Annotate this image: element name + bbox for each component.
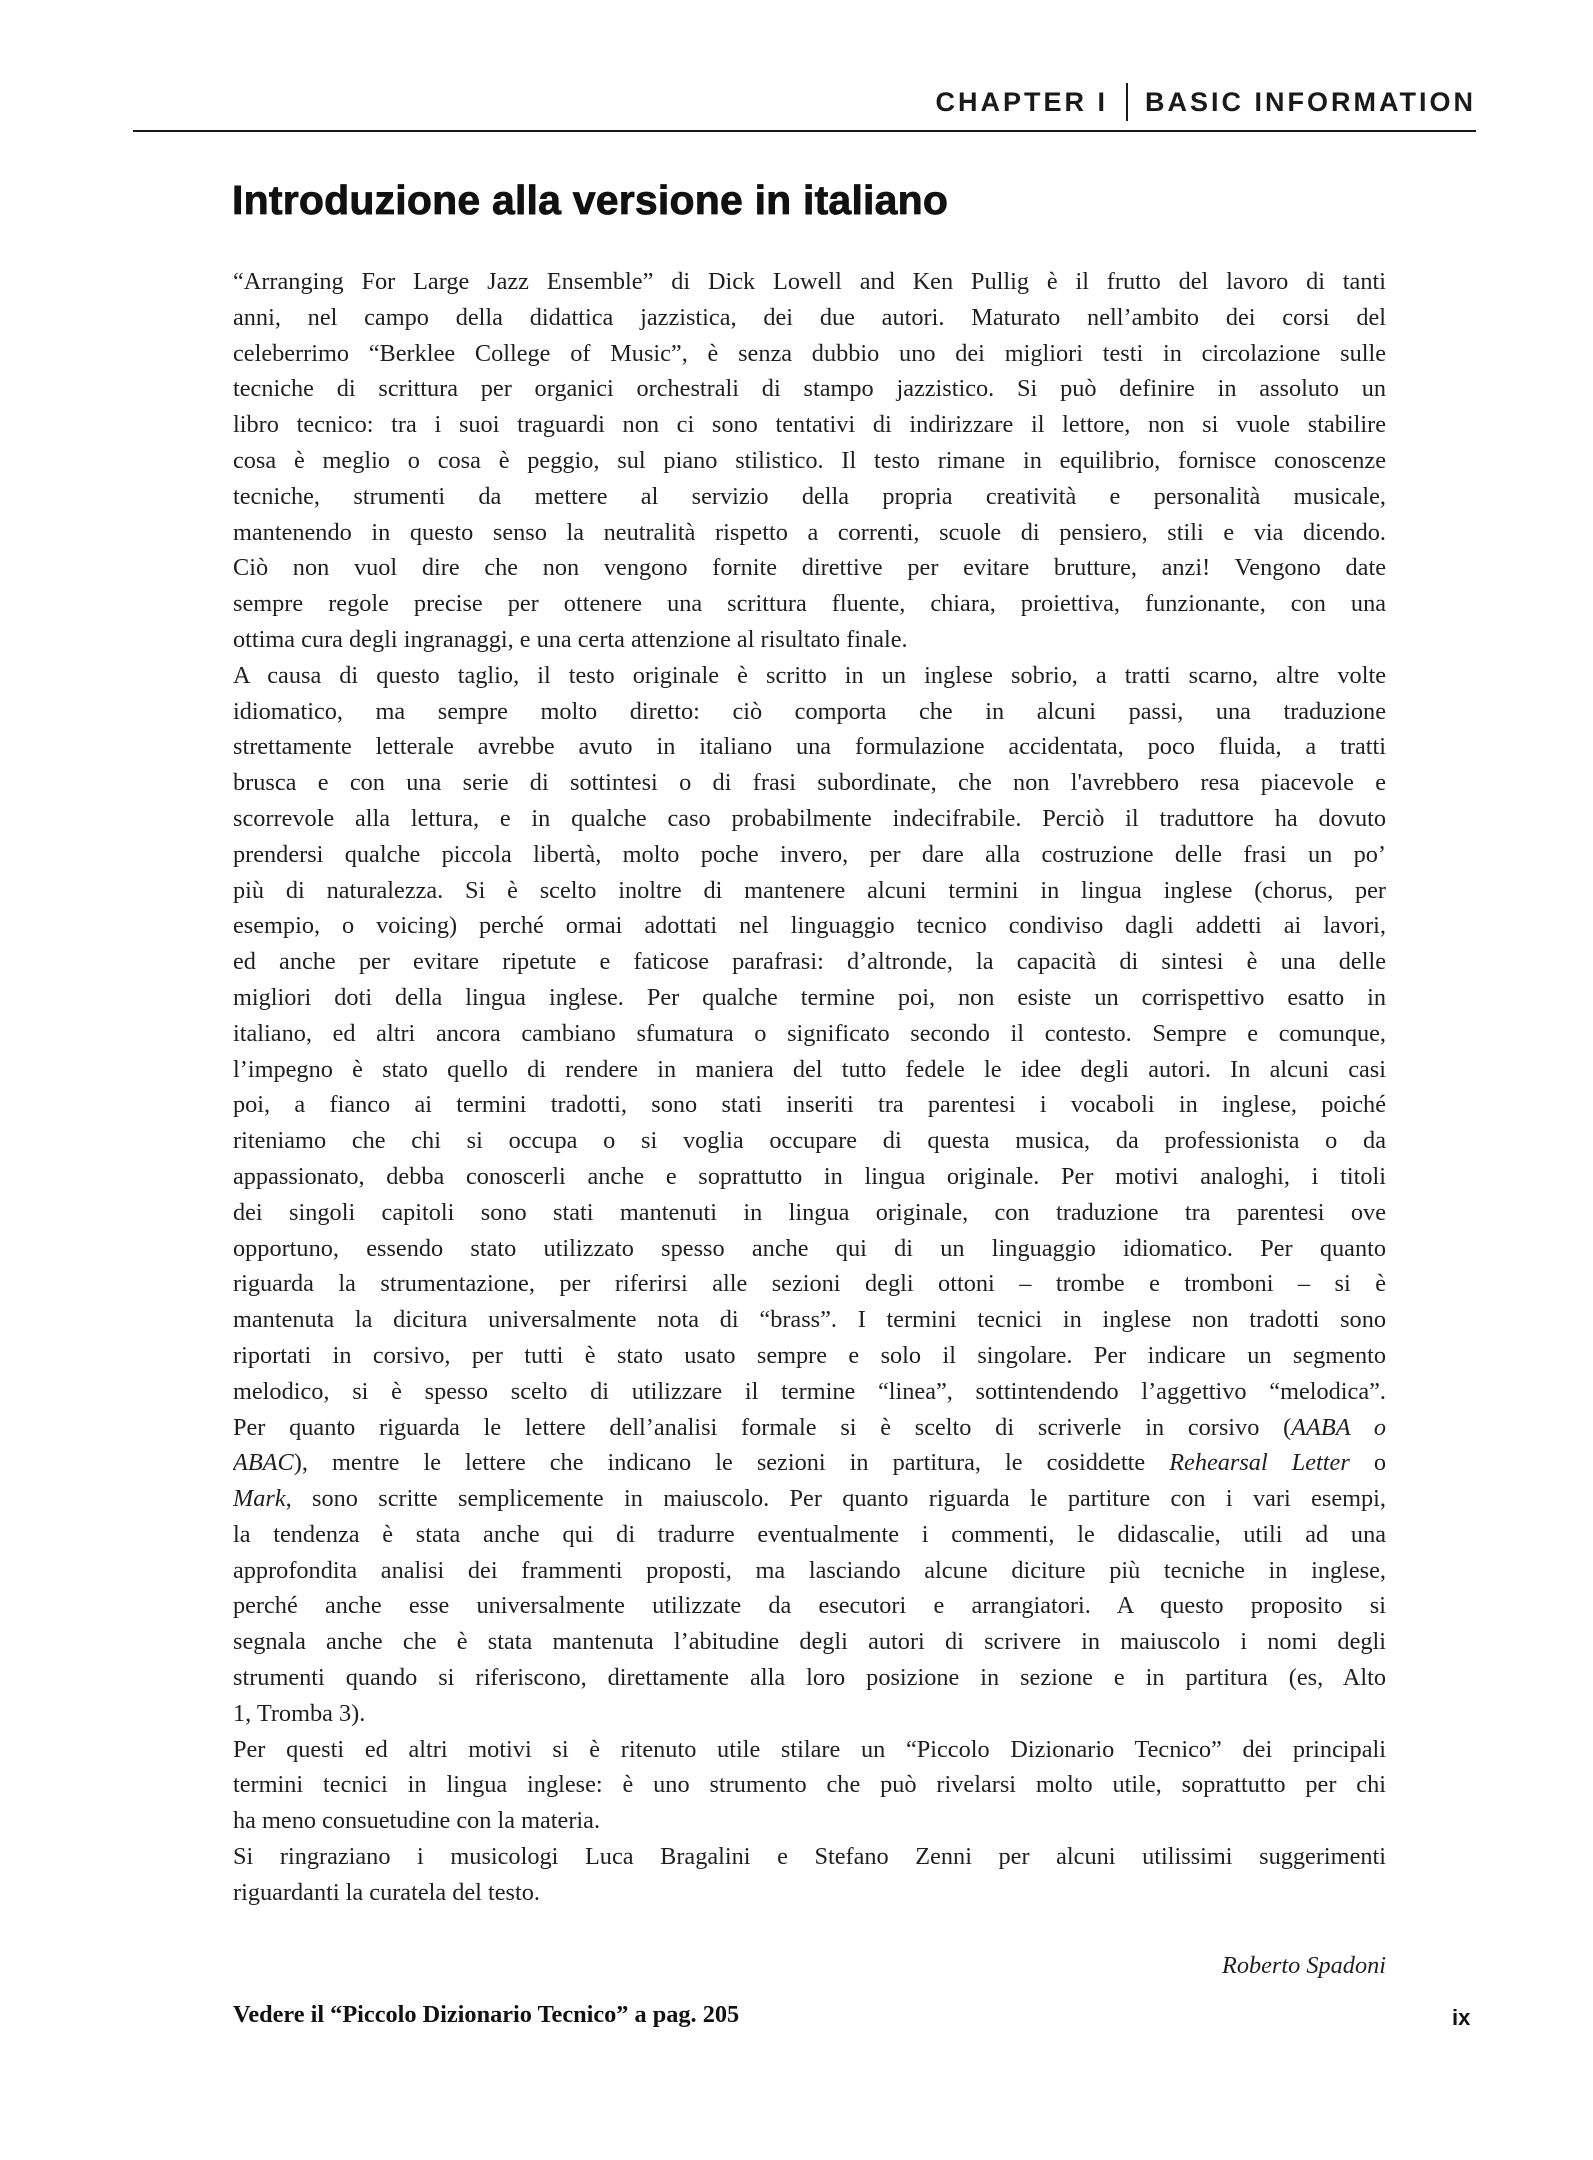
body-line: tecniche di scrittura per organici orchestrali di stampo jazzistico. Si può definire in assoluto un [233, 375, 1386, 403]
body-line: tecniche, strumenti da mettere al servizio della propria creatività e personalità musicale, [233, 482, 1386, 510]
body-line-text: ), mentre le lettere che indicano le sezioni in partitura, le cosiddette [293, 1449, 1170, 1477]
page-title: Introduzione alla versione in italiano [232, 177, 949, 223]
body-line: celeberrimo “Berklee College of Music”, è senza dubbio uno dei migliori testi in circolazione sulle [233, 339, 1386, 367]
body-line: Per questi ed altri motivi si è ritenuto utile stilare un “Piccolo Dizionario Tecnico” dei principali [233, 1735, 1386, 1763]
body-line: strettamente letterale avrebbe avuto in italiano una formulazione accidentata, poco fluida, a tratti [233, 733, 1386, 761]
body-line-text: , sono scritte semplicemente in maiuscolo. Per quanto riguarda le partiture con i vari esempi, [285, 1485, 1386, 1513]
body-line: Ciò non vuol dire che non vengono fornite direttive per evitare brutture, anzi! Vengono date [233, 554, 1386, 582]
body-line: cosa è meglio o cosa è peggio, sul piano stilistico. Il testo rimane in equilibrio, fornisce conoscenze [233, 446, 1386, 474]
body-line: opportuno, essendo stato utilizzato spesso anche qui di un linguaggio idiomatico. Per quanto [233, 1234, 1386, 1262]
body-line-text: o [1349, 1449, 1386, 1477]
section-label: BASIC INFORMATION [1145, 86, 1476, 117]
italic-term: AABA o [1291, 1413, 1386, 1441]
body-line: dei singoli capitoli sono stati mantenuti in lingua originale, con traduzione tra parentesi ove [233, 1198, 1386, 1226]
italic-term: Mark [233, 1485, 286, 1513]
body-line: libro tecnico: tra i suoi traguardi non ci sono tentativi di indirizzare il lettore, non si vuole stabilire [233, 411, 1386, 439]
body-line: A causa di questo taglio, il testo originale è scritto in un inglese sobrio, a tratti scarno, altre volte [233, 661, 1386, 689]
body-line: approfondita analisi dei frammenti proposti, ma lasciando alcune diciture più tecniche in inglese, [233, 1556, 1386, 1584]
body-line: anni, nel campo della didattica jazzistica, dei due autori. Maturato nell’ambito dei corsi del [233, 303, 1386, 331]
body-line: mantenendo in questo senso la neutralità rispetto a correnti, scuole di pensiero, stili e via dicendo. [233, 518, 1386, 546]
body-line: migliori doti della lingua inglese. Per qualche termine poi, non esiste un corrispettivo esatto in [233, 983, 1386, 1011]
body-line [233, 1481, 1386, 1517]
body-line: ottima cura degli ingranaggi, e una certa attenzione al risultato finale. [233, 625, 908, 653]
body-line: poi, a fianco ai termini tradotti, sono stati inseriti tra parentesi i vocaboli in inglese, poiché [233, 1091, 1386, 1119]
body-line-text: Per quanto riguarda le lettere dell’analisi formale si è scelto di scriverle in corsivo ( [233, 1413, 1292, 1441]
body-line: Si ringraziano i musicologi Luca Bragalini e Stefano Zenni per alcuni utilissimi suggerimenti [233, 1843, 1386, 1871]
body-line: “Arranging For Large Jazz Ensemble” di Dick Lowell and Ken Pullig è il frutto del lavoro di tanti [233, 268, 1386, 295]
body-line: scorrevole alla lettura, e in qualche caso probabilmente indecifrabile. Perciò il traduttore ha dovuto [233, 804, 1386, 832]
body-line: segnala anche che è stata mantenuta l’abitudine degli autori di scrivere in maiuscolo i nomi degli [233, 1628, 1386, 1656]
page-number: ix [1452, 2005, 1471, 2030]
body-line: melodico, si è spesso scelto di utilizzare il termine “linea”, sottintendendo l’aggettivo “melodica”. [233, 1377, 1386, 1405]
body-line [233, 1445, 1386, 1481]
body-line: prendersi qualche piccola libertà, molto poche invero, per dare alla costruzione delle frasi un po’ [233, 840, 1386, 868]
body-line [233, 1410, 1386, 1446]
body-line: 1, Tromba 3). [233, 1699, 366, 1727]
body-text [233, 264, 1386, 1911]
body-line: ha meno consuetudine con la materia. [233, 1807, 601, 1835]
body-line: termini tecnici in lingua inglese: è uno strumento che può rivelarsi molto utile, soprattutto per chi [233, 1771, 1386, 1799]
body-line: brusca e con una serie di sottintesi o di frasi subordinate, che non l'avrebbero resa piacevole e [233, 769, 1386, 797]
body-line: riguardanti la curatela del testo. [233, 1878, 540, 1906]
body-line: italiano, ed altri ancora cambiano sfumatura o significato secondo il contesto. Sempre e comunque, [233, 1019, 1386, 1047]
body-line: perché anche esse universalmente utilizzate da esecutori e arrangiatori. A questo proposito si [233, 1592, 1386, 1620]
running-header [133, 82, 1476, 122]
body-line: mantenuta la dicitura universalmente nota di “brass”. I termini tecnici in inglese non tradotti sono [233, 1306, 1386, 1334]
body-line: riguarda la strumentazione, per riferirsi alle sezioni degli ottoni – trombe e tromboni – si è [233, 1270, 1386, 1298]
body-line: ed anche per evitare ripetute e faticose parafrasi: d’altronde, la capacità di sintesi è una delle [233, 948, 1386, 976]
chapter-label: CHAPTER I [935, 86, 1109, 117]
header-separator [1126, 83, 1128, 121]
author-signature: Roberto Spadoni [1222, 1952, 1386, 1979]
italic-term: Rehearsal Letter [1169, 1449, 1350, 1477]
body-line: appassionato, debba conoscerli anche e soprattutto in lingua originale. Per motivi analoghi, i titoli [233, 1162, 1386, 1190]
body-line: l’impegno è stato quello di rendere in maniera del tutto fedele le idee degli autori. In alcuni casi [233, 1055, 1386, 1083]
italic-term: ABAC [233, 1449, 294, 1477]
body-line: più di naturalezza. Si è scelto inoltre di mantenere alcuni termini in lingua inglese (chorus, per [233, 876, 1386, 904]
body-line: idiomatico, ma sempre molto diretto: ciò comporta che in alcuni passi, una traduzione [233, 697, 1386, 725]
header-rule [133, 130, 1476, 132]
body-line: esempio, o voicing) perché ormai adottati nel linguaggio tecnico condiviso dagli addetti ai lavori, [233, 912, 1386, 940]
body-line: la tendenza è stata anche qui di tradurre eventualmente i commenti, le didascalie, utili ad una [233, 1520, 1386, 1548]
body-line: strumenti quando si riferiscono, direttamente alla loro posizione in sezione e in partitura (es, Alto [233, 1664, 1386, 1692]
body-line: sempre regole precise per ottenere una scrittura fluente, chiara, proiettiva, funzionante, con una [233, 590, 1386, 618]
body-line: riportati in corsivo, per tutti è stato usato sempre e solo il singolare. Per indicare un segmento [233, 1341, 1386, 1369]
body-line: riteniamo che chi si occupa o si voglia occupare di questa musica, da professionista o da [233, 1127, 1386, 1155]
dictionary-reference-note: Vedere il “Piccolo Dizionario Tecnico” a pag. 205 [233, 2001, 740, 2028]
